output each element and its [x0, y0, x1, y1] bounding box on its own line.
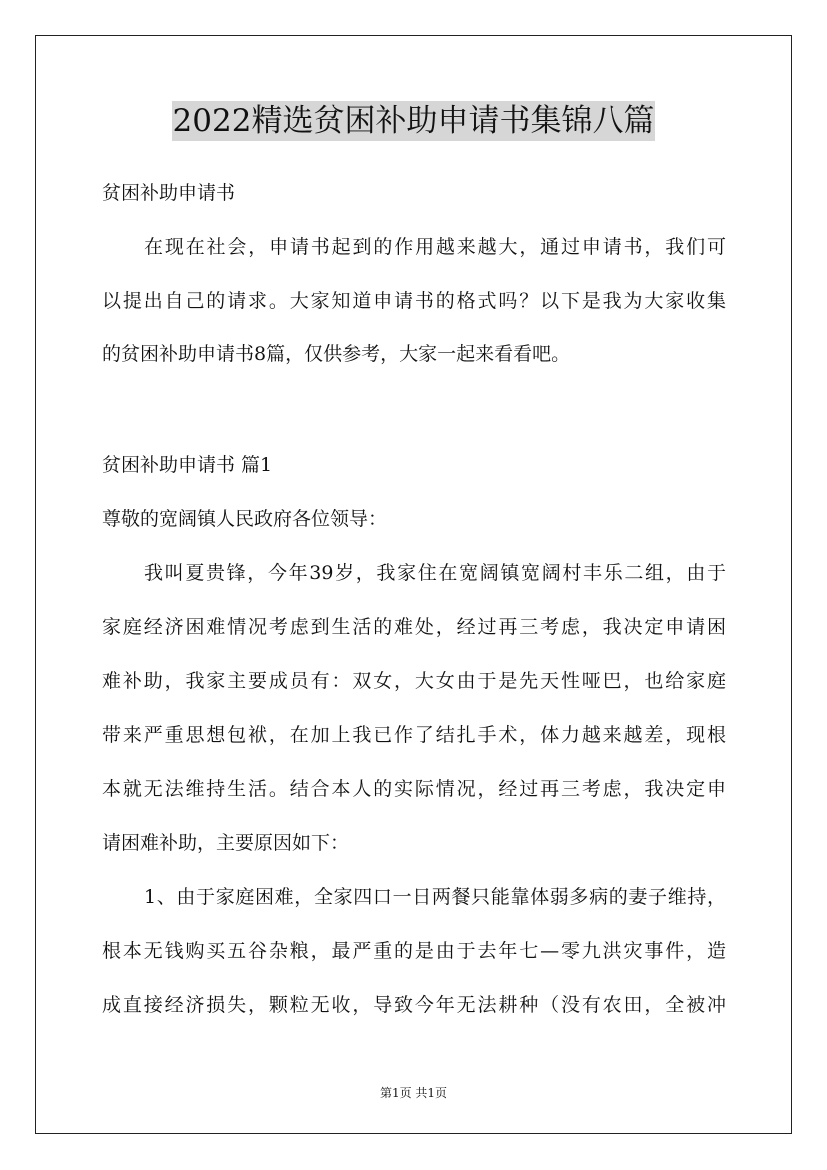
page-footer: 第1页 共1页 [379, 1086, 448, 1100]
paragraph2-line-2: 根本无钱购买五谷杂粮，最严重的是由于去年七—零九洪灾事件，造 [102, 940, 726, 962]
intro-line-3: 的贫困补助申请书8篇，仅供参考，大家一起来看看吧。 [102, 343, 571, 365]
intro-line-2: 以提出自己的请求。大家知道申请书的格式吗？以下是我为大家收集 [102, 290, 726, 312]
paragraph2-line-1: 1、由于家庭困难，全家四口一日两餐只能靠体弱多病的妻子维持， [144, 886, 726, 908]
paragraph1-line-1: 我叫夏贵锋，今年39岁，我家住在宽阔镇宽阔村丰乐二组，由于 [144, 562, 726, 584]
paragraph1-line-6: 请困难补助，主要原因如下： [102, 832, 350, 854]
document-title: 2022精选贫困补助申请书集锦八篇 [172, 103, 655, 139]
intro-line-1: 在现在社会，申请书起到的作用越来越大，通过申请书，我们可 [144, 236, 726, 258]
section-heading: 贫困补助申请书 篇1 [102, 454, 273, 476]
paragraph1-line-5: 本就无法维持生活。结合本人的实际情况，经过再三考虑，我决定申 [102, 778, 726, 800]
paragraph2-line-3: 成直接经济损失，颗粒无收，导致今年无法耕种（没有农田，全被冲 [102, 994, 726, 1016]
paragraph1-line-3: 难补助，我家主要成员有：双女，大女由于是先天性哑巴，也给家庭 [102, 670, 726, 692]
salutation: 尊敬的宽阔镇人民政府各位领导： [102, 508, 388, 530]
paragraph1-line-4: 带来严重思想包袱，在加上我已作了结扎手术，体力越来越差，现根 [102, 724, 726, 746]
document-title-wrapper [0, 101, 827, 141]
subheading: 贫困补助申请书 [102, 182, 236, 204]
paragraph1-line-2: 家庭经济困难情况考虑到生活的难处，经过再三考虑，我决定申请困 [102, 616, 726, 638]
